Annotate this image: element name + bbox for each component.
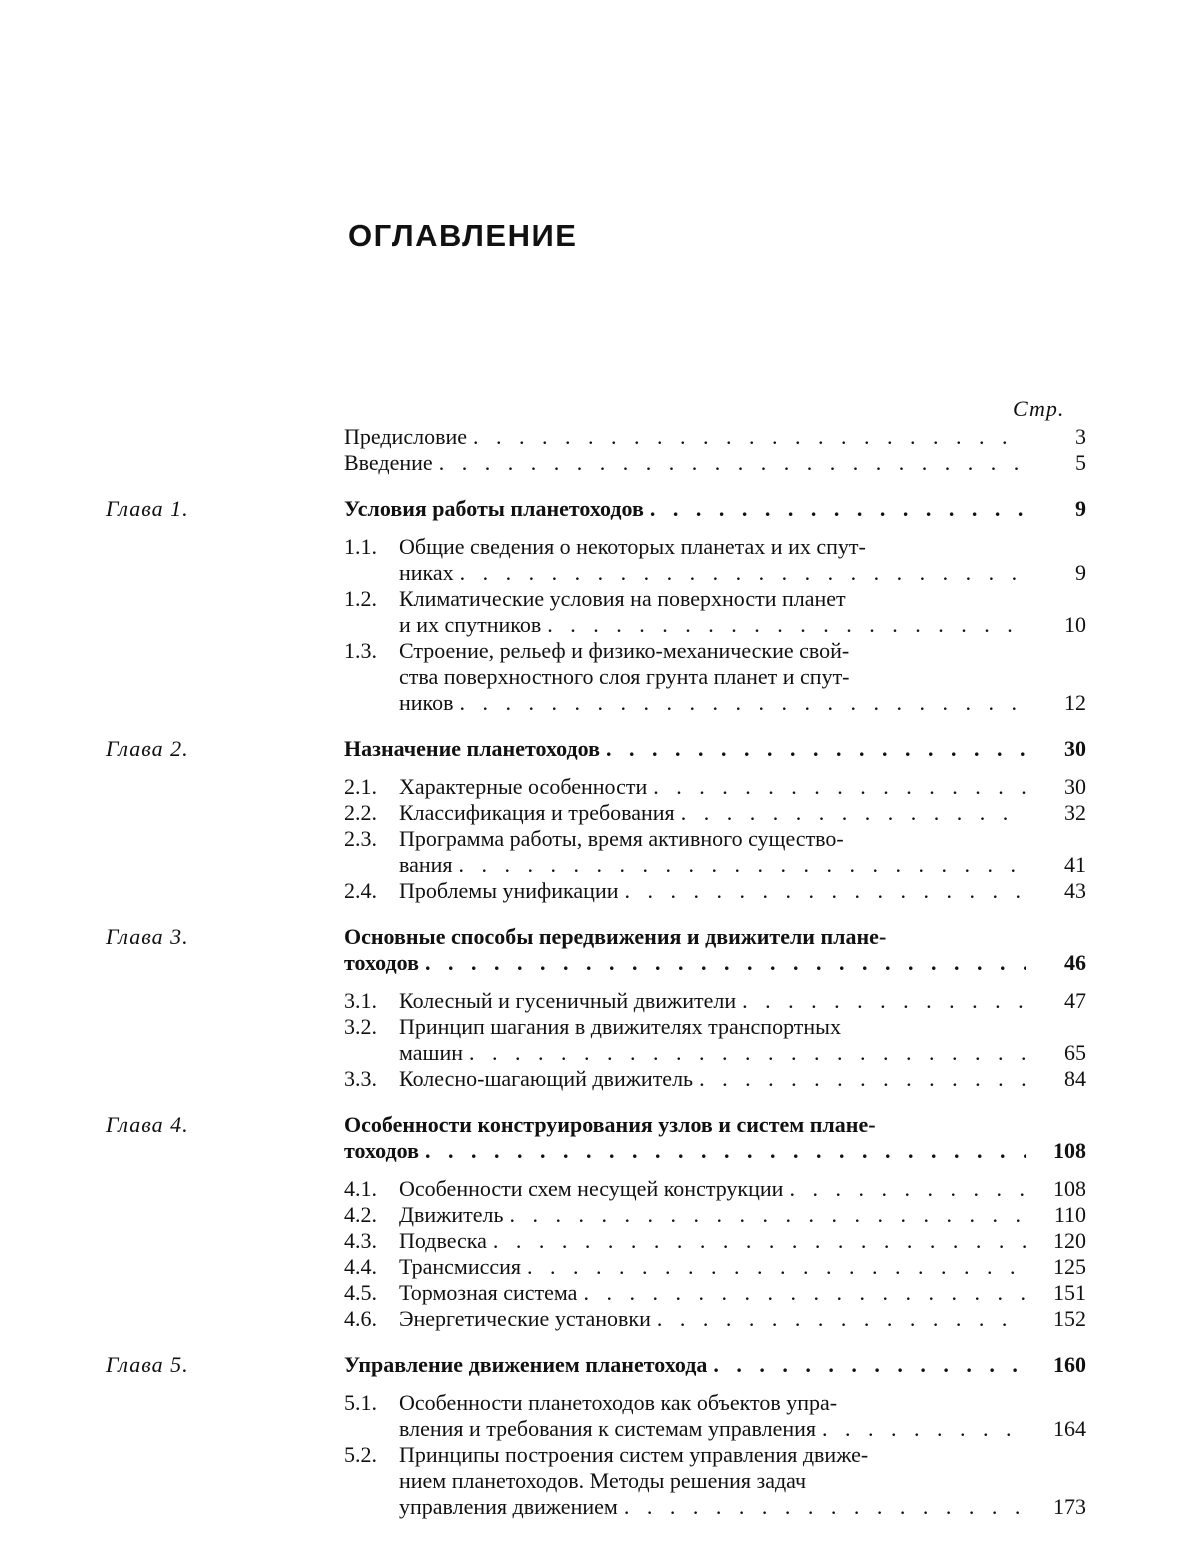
- entry-text: Трансмиссия: [399, 1254, 522, 1279]
- section-number: 3.1.: [344, 988, 377, 1013]
- page-number: 5: [1075, 450, 1086, 475]
- section-number: 4.6.: [344, 1306, 377, 1331]
- entry-text: Принцип шагания в движителях транспортных: [399, 1014, 841, 1039]
- dot-leader: [460, 690, 1026, 716]
- chapter-label: Глава 3.: [106, 924, 189, 949]
- entry-text: ства поверхностного слоя грунта планет и спут-: [399, 664, 850, 689]
- entry-line: [344, 560, 1026, 586]
- entry-line: [344, 1040, 1026, 1066]
- section-entry: [106, 1442, 1086, 1520]
- entry-line: [344, 496, 1026, 522]
- section-number: 1.1.: [344, 534, 377, 559]
- page-number: 30: [1064, 736, 1086, 761]
- dot-leader: [439, 450, 1026, 476]
- entry-line: [344, 774, 1026, 800]
- dot-leader: [822, 1416, 1026, 1442]
- entry-text: управления движением: [399, 1494, 618, 1519]
- entry-line: [344, 424, 1026, 450]
- page-number: 173: [1053, 1494, 1086, 1519]
- entry-text: Тормозная система: [399, 1280, 578, 1305]
- entry-text: Введение: [344, 450, 433, 475]
- dot-leader: [789, 1176, 1026, 1202]
- entry-text: Колесный и гусеничный движители: [399, 988, 737, 1013]
- dot-leader: [625, 878, 1027, 904]
- page-number: 108: [1053, 1138, 1086, 1163]
- section-number: 4.1.: [344, 1176, 377, 1201]
- entry-text: Основные способы передвижения и движители плане-: [344, 924, 887, 949]
- entry-line: [344, 878, 1026, 904]
- entry-text: Управление движением планетохода: [344, 1352, 708, 1377]
- section-entry: [106, 1306, 1086, 1332]
- entry-text: Классификация и требования: [399, 800, 675, 825]
- dot-leader: [699, 1066, 1026, 1092]
- chapter-label: Глава 5.: [106, 1352, 189, 1377]
- entry-text: Особенности схем несущей конструкции: [399, 1176, 784, 1201]
- chapter-label: Глава 2.: [106, 736, 189, 761]
- chapter-entry: [106, 1352, 1086, 1378]
- entry-line: [344, 736, 1026, 762]
- section-entry: [106, 534, 1086, 586]
- section-entry: [106, 586, 1086, 638]
- entry-text: вления и требования к системам управления: [399, 1416, 817, 1441]
- entry-text: Энергетические установки: [399, 1306, 651, 1331]
- page-number: 9: [1075, 560, 1086, 585]
- section-entry: [106, 1228, 1086, 1254]
- entry-line: [344, 638, 1026, 664]
- section-number: 3.2.: [344, 1014, 377, 1039]
- entry-text: и их спутников: [399, 612, 542, 637]
- dot-leader: [460, 560, 1026, 586]
- section-entry: [106, 638, 1086, 716]
- entry-line: [344, 1228, 1026, 1254]
- entry-line: [344, 1468, 1026, 1494]
- dot-leader: [583, 1280, 1026, 1306]
- section-number: 1.2.: [344, 586, 377, 611]
- entry-text: машин: [399, 1040, 464, 1065]
- entry-text: Строение, рельеф и физико-механические свой-: [399, 638, 850, 663]
- section-entry: [106, 1202, 1086, 1228]
- section-number: 4.2.: [344, 1202, 377, 1227]
- entry-line: [344, 988, 1026, 1014]
- section-entry: [106, 1390, 1086, 1442]
- dot-leader: [606, 736, 1026, 762]
- section-entry: [106, 988, 1086, 1014]
- section-number: 2.3.: [344, 826, 377, 851]
- entry-text: Движитель: [399, 1202, 504, 1227]
- dot-leader: [527, 1254, 1026, 1280]
- page-number: 43: [1064, 878, 1086, 903]
- entry-line: [344, 826, 1026, 852]
- entry-text: Принципы построения систем управления движе-: [399, 1442, 869, 1467]
- entry-line: [344, 1254, 1026, 1280]
- page-number: 30: [1064, 774, 1086, 799]
- entry-text: Особенности планетоходов как объектов упра-: [399, 1390, 838, 1415]
- entry-line: [344, 1494, 1026, 1520]
- entry-text: Особенности конструирования узлов и систем плане-: [344, 1112, 876, 1137]
- entry-line: [344, 534, 1026, 560]
- entry-text: Проблемы унификации: [399, 878, 619, 903]
- page-number: 9: [1075, 496, 1086, 521]
- dot-leader: [493, 1228, 1026, 1254]
- entry-line: [344, 612, 1026, 638]
- toc-entry: [106, 450, 1086, 476]
- section-number: 1.3.: [344, 638, 377, 663]
- entry-text: Подвеска: [399, 1228, 487, 1253]
- entry-line: [344, 852, 1026, 878]
- dot-leader: [510, 1202, 1026, 1228]
- entry-line: [344, 1390, 1026, 1416]
- page-number: 32: [1064, 800, 1086, 825]
- dot-leader: [681, 800, 1026, 826]
- entry-line: [344, 950, 1026, 976]
- section-number: 5.2.: [344, 1442, 377, 1467]
- section-entry: [106, 1254, 1086, 1280]
- entry-line: [344, 1352, 1026, 1378]
- page-number: 41: [1064, 852, 1086, 877]
- chapter-label: Глава 1.: [106, 496, 189, 521]
- page-number: 84: [1064, 1066, 1086, 1091]
- chapter-entry: [106, 736, 1086, 762]
- chapter-entry: [106, 496, 1086, 522]
- entry-text: никах: [399, 560, 454, 585]
- section-entry: [106, 878, 1086, 904]
- dot-leader: [653, 774, 1026, 800]
- dot-leader: [459, 852, 1026, 878]
- section-entry: [106, 1066, 1086, 1092]
- entry-text: вания: [399, 852, 453, 877]
- entry-line: [344, 1416, 1026, 1442]
- section-number: 2.2.: [344, 800, 377, 825]
- page-number: 46: [1064, 950, 1086, 975]
- toc-entry: [106, 424, 1086, 450]
- page-number: 65: [1064, 1040, 1086, 1065]
- entry-line: [344, 1066, 1026, 1092]
- section-number: 4.5.: [344, 1280, 377, 1305]
- entry-line: [344, 1014, 1026, 1040]
- entry-text: Условия работы планетоходов: [344, 496, 644, 521]
- entry-text: Характерные особенности: [399, 774, 648, 799]
- page-column-label: Стр.: [1013, 396, 1065, 421]
- page-number: 110: [1053, 1202, 1086, 1227]
- page-number: 12: [1064, 690, 1086, 715]
- dot-leader: [650, 496, 1026, 522]
- dot-leader: [742, 988, 1026, 1014]
- entry-text: Назначение планетоходов: [344, 736, 600, 761]
- section-entry: [106, 774, 1086, 800]
- page-number: 47: [1064, 988, 1086, 1013]
- entry-line: [344, 450, 1026, 476]
- page-number: 120: [1053, 1228, 1086, 1253]
- section-number: 3.3.: [344, 1066, 377, 1091]
- entry-text: Общие сведения о некоторых планетах и их спут-: [399, 534, 866, 559]
- entry-line: [344, 664, 1026, 690]
- table-of-contents: [106, 424, 1086, 1520]
- dot-leader: [425, 950, 1026, 976]
- entry-line: [344, 800, 1026, 826]
- chapter-entry: [106, 1112, 1086, 1164]
- page-number: 10: [1064, 612, 1086, 637]
- section-entry: [106, 1014, 1086, 1066]
- entry-text: тоходов: [344, 1138, 419, 1163]
- section-number: 4.3.: [344, 1228, 377, 1253]
- page-title: ОГЛАВЛЕНИЕ: [348, 218, 578, 253]
- dot-leader: [473, 424, 1026, 450]
- section-number: 4.4.: [344, 1254, 377, 1279]
- entry-text: Предисловие: [344, 424, 467, 449]
- entry-line: [344, 1202, 1026, 1228]
- page-number: 164: [1053, 1416, 1086, 1441]
- dot-leader: [657, 1306, 1026, 1332]
- page-number: 125: [1053, 1254, 1086, 1279]
- entry-line: [344, 1280, 1026, 1306]
- entry-text: нием планетоходов. Методы решения задач: [399, 1468, 807, 1493]
- chapter-entry: [106, 924, 1086, 976]
- entry-text: ников: [399, 690, 454, 715]
- entry-line: [344, 1442, 1026, 1468]
- section-entry: [106, 800, 1086, 826]
- section-entry: [106, 1176, 1086, 1202]
- entry-text: Программа работы, время активного существо-: [399, 826, 844, 851]
- entry-text: Колесно-шагающий движитель: [399, 1066, 694, 1091]
- page-number: 152: [1053, 1306, 1086, 1331]
- section-number: 2.4.: [344, 878, 377, 903]
- page-number: 3: [1075, 424, 1086, 449]
- section-entry: [106, 1280, 1086, 1306]
- page-number: 151: [1053, 1280, 1086, 1305]
- dot-leader: [469, 1040, 1026, 1066]
- entry-text: Климатические условия на поверхности планет: [399, 586, 846, 611]
- dot-leader: [547, 612, 1026, 638]
- section-entry: [106, 826, 1086, 878]
- entry-line: [344, 1176, 1026, 1202]
- entry-line: [344, 1138, 1026, 1164]
- dot-leader: [713, 1352, 1026, 1378]
- dot-leader: [425, 1138, 1026, 1164]
- dot-leader: [624, 1494, 1026, 1520]
- entry-line: [344, 1306, 1026, 1332]
- entry-text: тоходов: [344, 950, 419, 975]
- entry-line: [344, 690, 1026, 716]
- entry-line: [344, 586, 1026, 612]
- section-number: 2.1.: [344, 774, 377, 799]
- page-number: 160: [1053, 1352, 1086, 1377]
- page-number: 108: [1053, 1176, 1086, 1201]
- section-number: 5.1.: [344, 1390, 377, 1415]
- chapter-label: Глава 4.: [106, 1112, 189, 1137]
